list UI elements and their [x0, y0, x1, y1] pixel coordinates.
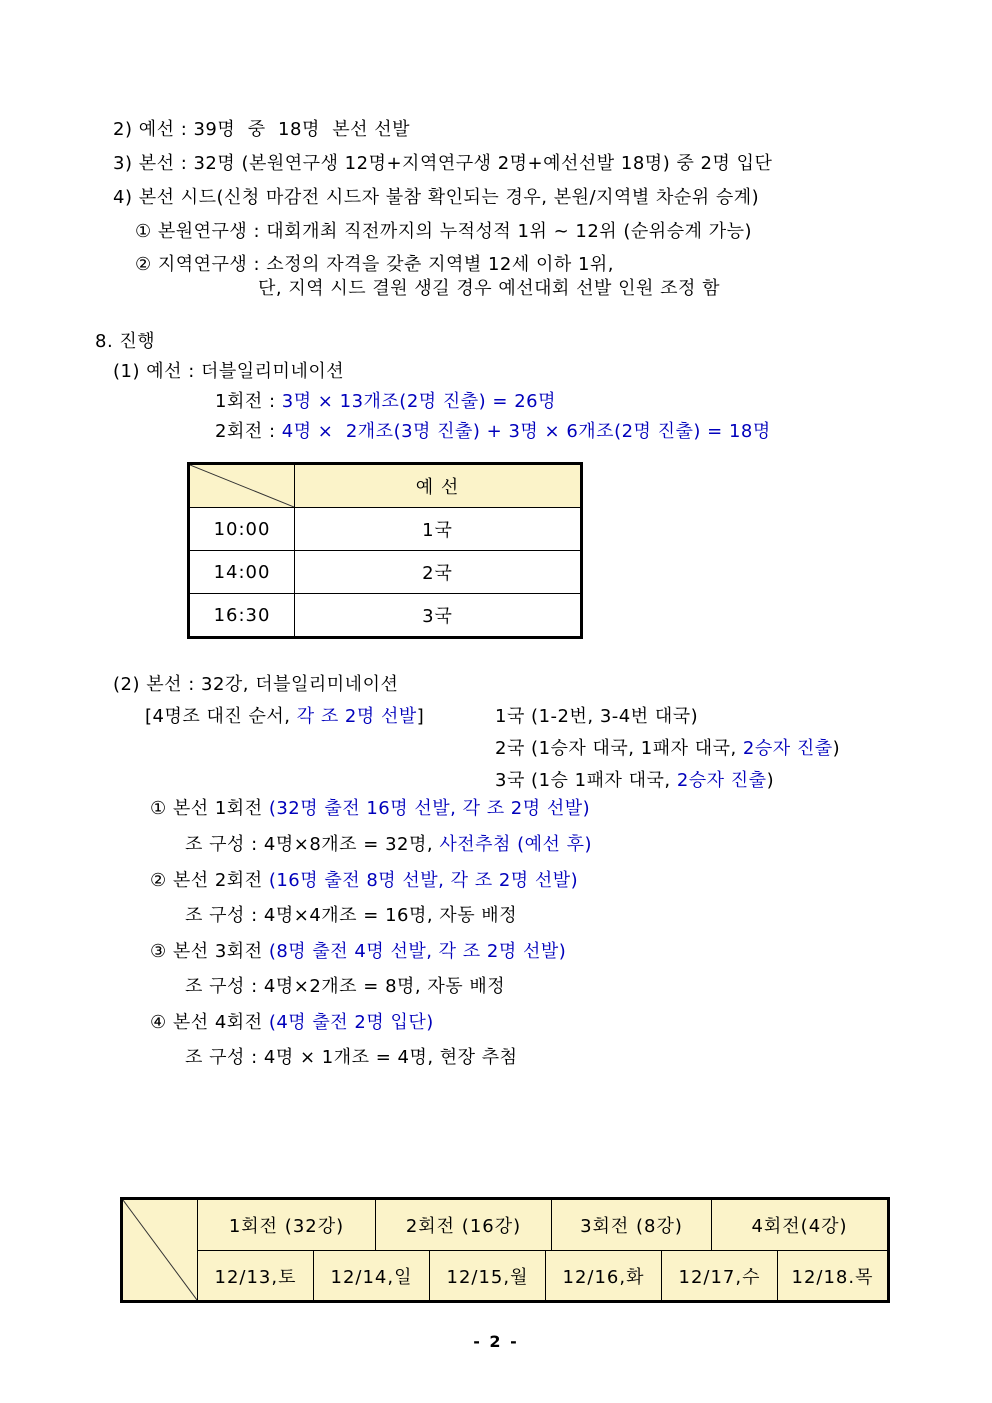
selection-rule-2: 2) 예선 : 39명 중 18명 본선 선발 [113, 119, 411, 140]
main-round-1-title [150, 794, 590, 820]
table-header-row [189, 464, 582, 508]
round-label: ① 본선 1회전 [150, 798, 269, 819]
time-cell: 10:00 [189, 508, 295, 551]
subsection-2-title: (2) 본선 : 32강, 더블일리미네이션 [113, 674, 399, 695]
date-cell: 12/14,일 [314, 1251, 430, 1300]
table-row [189, 594, 582, 638]
game1-pre: 1국 (1-2번, 3-4번 대국) [495, 706, 699, 727]
round1-value: 3명 × 13개조(2명 진출) = 26명 [281, 391, 556, 412]
game3-pre: 3국 (1승 1패자 대국, [495, 770, 677, 791]
main-round-3-title [150, 937, 566, 963]
main-round-1-detail [185, 830, 592, 856]
round-label: ③ 본선 3회전 [150, 941, 269, 962]
round-header-cell: 1회전 (32강) [198, 1200, 376, 1251]
date-cell: 12/16,화 [546, 1251, 662, 1300]
date-cell: 12/15,월 [430, 1251, 546, 1300]
date-cell: 12/18.목 [791, 1266, 874, 1288]
prelim-header-cell: 예 선 [295, 464, 582, 508]
game3-post: ) [766, 770, 775, 791]
round-date-table [120, 1197, 890, 1303]
seed-rule-2: ② 지역연구생 : 소정의 자격을 갖춘 지역별 12세 이하 1위, [135, 254, 615, 275]
prelim-round1-line [215, 387, 556, 413]
round-detail: 조 구성 : 4명 × 1개조 = 4명, 현장 추첨 [185, 1047, 518, 1068]
seed-rule-2-continued: 단, 지역 시드 결원 생길 경우 예선대회 선발 인원 조정 함 [258, 278, 720, 299]
date-cell: 12/17,수 [662, 1251, 778, 1300]
round-detail: 조 구성 : 4명×8개조 = 32명, [185, 834, 440, 855]
time-cell: 16:30 [189, 594, 295, 638]
diagonal-header-cell [189, 464, 295, 508]
bracket-post: ] [416, 706, 425, 727]
main-round-2-detail [185, 901, 517, 927]
round-label: ② 본선 2회전 [150, 870, 269, 891]
game-order-2 [495, 734, 840, 760]
round-label-note: (8명 출전 4명 선발, 각 조 2명 선발) [268, 941, 567, 962]
diagonal-header-cell [123, 1200, 198, 1300]
bracket-pre: [4명조 대진 순서, [145, 706, 297, 727]
game-order-1 [495, 702, 698, 728]
bracket-note [145, 702, 424, 728]
game-order-3 [495, 766, 774, 792]
selection-rule-3: 3) 본선 : 32명 (본원연구생 12명+지역연구생 2명+예선선발 18명) 중 2명 입단 [113, 153, 773, 174]
round-header-cell: 2회전 (16강) [376, 1200, 552, 1251]
round-label: ④ 본선 4회전 [150, 1012, 269, 1033]
round-header-cell: 4회전(4강) [712, 1200, 887, 1251]
round2-label: 2회전 : [215, 421, 282, 442]
time-cell: 14:00 [189, 551, 295, 594]
round-detail: 조 구성 : 4명×2개조 = 8명, 자동 배정 [185, 976, 506, 997]
selection-rule-4: 4) 본선 시드(신청 마감전 시드자 불참 확인되는 경우, 본원/지역별 차순위 승계) [113, 187, 760, 208]
game2-pre: 2국 (1승자 대국, 1패자 대국, [495, 738, 743, 759]
prelim-round2-line [215, 417, 771, 443]
round-label-note: (32명 출전 16명 선발, 각 조 2명 선발) [268, 798, 591, 819]
round1-label: 1회전 : [215, 391, 282, 412]
table-row [189, 551, 582, 594]
game2-post: ) [832, 738, 841, 759]
game3-blue: 2승자 진출 [676, 770, 767, 791]
round-detail-note: 사전추첨 (예선 후) [439, 834, 593, 855]
bracket-blue: 각 조 2명 선발 [296, 706, 417, 727]
section-heading: 8. 진행 [95, 331, 156, 352]
date-row [198, 1251, 887, 1300]
game-cell: 1국 [295, 508, 582, 551]
main-round-2-title [150, 866, 578, 892]
table-row [189, 508, 582, 551]
seed-rule-1: ① 본원연구생 : 대회개최 직전까지의 누적성적 1위 ~ 12위 (순위승계 가능) [135, 221, 752, 242]
date-cell: 12/13,토 [198, 1251, 314, 1300]
subsection-1-title: (1) 예선 : 더블일리미네이션 [113, 361, 345, 382]
round-header-row [198, 1200, 887, 1251]
main-round-3-detail [185, 972, 505, 998]
round-detail: 조 구성 : 4명×4개조 = 16명, 자동 배정 [185, 905, 518, 926]
game2-blue: 2승자 진출 [742, 738, 833, 759]
main-round-4-detail [185, 1043, 518, 1069]
round-label-note: (16명 출전 8명 선발, 각 조 2명 선발) [268, 870, 579, 891]
diagonal-line [123, 1200, 197, 1300]
game-cell: 2국 [295, 551, 582, 594]
game-cell: 3국 [295, 594, 582, 638]
preliminary-schedule-table [187, 462, 583, 639]
page-number: - 2 - [473, 1332, 519, 1351]
round-header-cell: 3회전 (8강) [552, 1200, 712, 1251]
round2-value: 4명 × 2개조(3명 진출) + 3명 × 6개조(2명 진출) = 18명 [281, 421, 771, 442]
diagonal-line [190, 465, 294, 507]
main-round-4-title [150, 1008, 434, 1034]
round-label-note: (4명 출전 2명 입단) [268, 1012, 434, 1033]
